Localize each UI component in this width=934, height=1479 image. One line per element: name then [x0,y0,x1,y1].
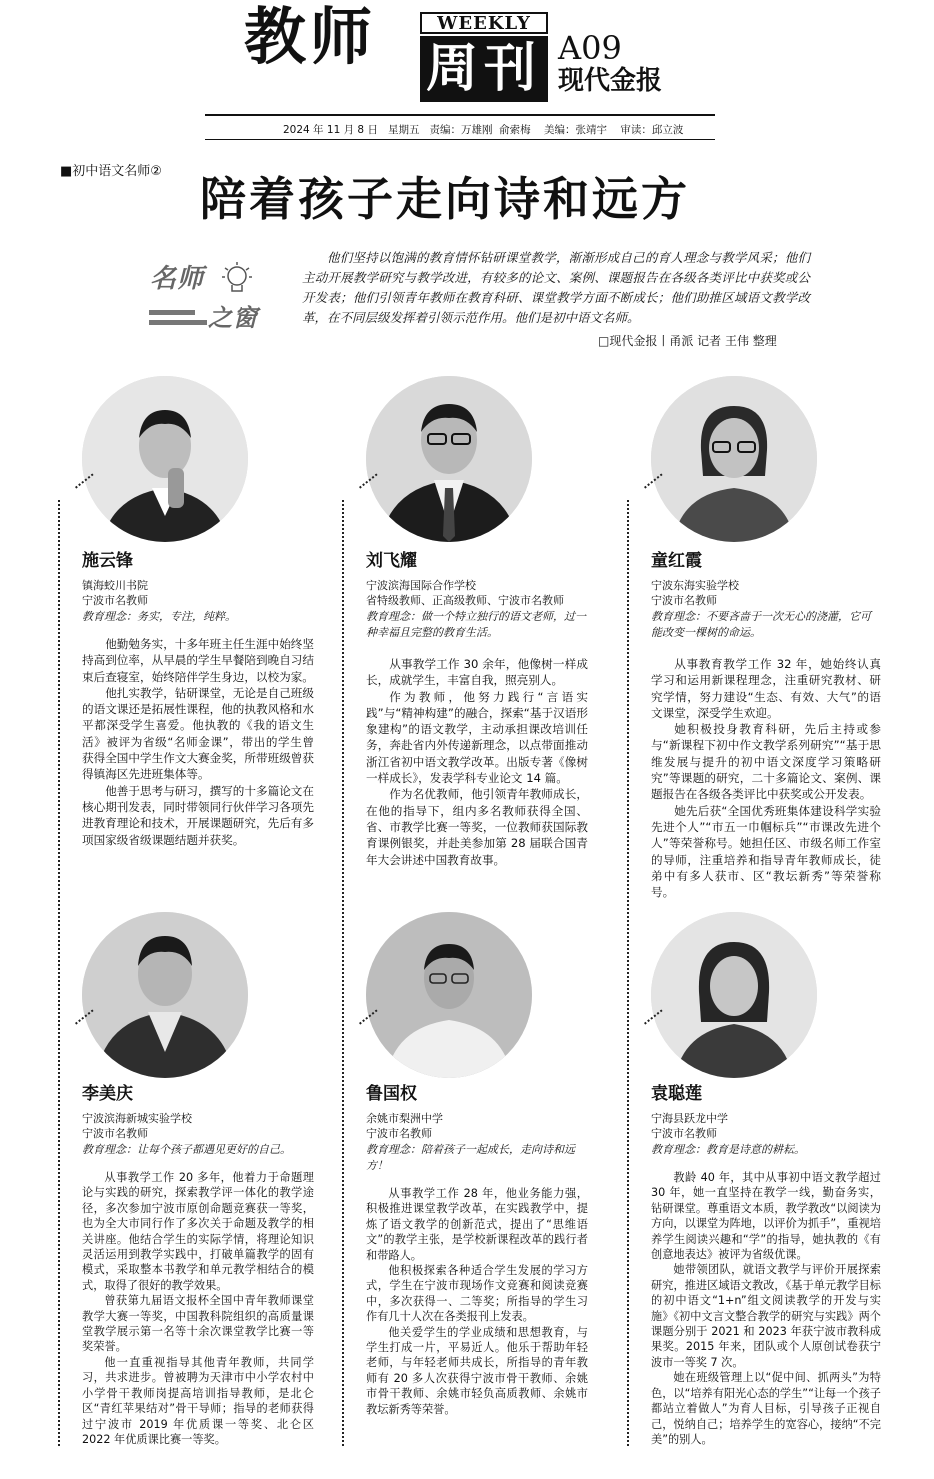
masthead-rule-thin [205,139,715,140]
title: 宁波市名教师 [651,1127,717,1140]
paragraph: 从事教育教学工作 32 年，她始终认真学习和运用新课程理念，注重研究教材、研究学情，努力建设“生态、有效、大气”的语文课堂，深受学生欢迎。 [651,657,881,720]
paragraph: 他一直重视指导其他青年教师，共同学习，共求进步。曾被聘为天津市中小学农村中小学骨干教师岗提高培训指导教师，是北仑区“青红苹果结对”骨干导师；指导的老师获得过宁波市 2019 年优质课一等奖、北仑区 2022 年优质课比赛一等奖。 [82,1355,314,1446]
paragraph: 他关爱学生的学业成绩和思想教育，与学生打成一片，平易近人。他乐于帮助年轻老师，与年轻老师共成长，所指导的青年教师有 20 多人次获得宁波市骨干教师、余姚市骨干教师、余姚市轻负高质教师、余姚市教坛新秀等荣誉。 [366,1325,588,1416]
title: 宁波市名教师 [82,1127,148,1140]
masthead-rule [205,114,715,116]
portrait-image [82,376,248,542]
profile-body [651,1170,881,1447]
portrait-photo [651,376,817,542]
zhoukan-label: 周刊 [420,36,548,102]
portrait-image [366,912,532,1078]
teacher-name: 童红霞 [651,551,702,571]
motto: 教育理念：不要吝啬于一次无心的浇灌，它可能改变一棵树的命运。 [651,610,871,639]
school: 宁海县跃龙中学 [651,1112,728,1125]
paragraph: 教龄 40 年，其中从事初中语文教学超过 30 年，她一直坚持在教学一线，勤奋务实，钻研课堂。尊重语文本质，教学教改“以阅读为方向，以课堂为阵地，以评价为抓手”，重视培养学生阅读兴趣和“学”的指导，她执教的《有创意地表达》被评为省级优课。 [651,1171,881,1262]
paragraph: 他扎实教学，钻研课堂，无论是自己班级的语文课还是拓展性课程，他的执教风格和水平都深受学生喜爱。他执教的《我的语文生活》被评为省级“名师金课”，带出的学生曾获得全国中学生作文大赛金奖，所带班级曾获得镇海区先进班集体等。 [82,685,314,782]
profile-body [651,656,881,900]
teacher-name: 施云锋 [82,551,133,571]
school: 宁波东海实验学校 [651,579,739,592]
masthead-title: 教师 [244,0,377,73]
paragraph: 从事教学工作 20 多年，他着力于命题理论与实践的研究，探索教学评一体化的教学途径，多次参加宁波市原创命题竞赛获一等奖，也为全大市同行作了多次关于命题及教学的相关讲座。他结合学生的实际学情，将理论知识灵活运用到教学实践中，打破单篇教学的固有模式，采取整本书教学和单元教学相结合的模式，取得了很好的教学效果。 [82,1171,314,1292]
profile-body [366,1186,588,1417]
portrait-photo [366,912,532,1078]
title: 宁波市名教师 [82,594,148,607]
headline: 陪着孩子走向诗和远方 [200,172,690,226]
title: 宁波市名教师 [651,594,717,607]
school: 镇海蛟川书院 [82,579,148,592]
paragraph: 从事教学工作 30 余年，他像树一样成长，成就学生，丰富自我，照亮别人。 [366,657,588,688]
article-credit: □现代金报丨甬派 记者 王伟 整理 [598,334,777,348]
paragraph: 从事教学工作 28 年，他业务能力强，积极推进课堂教学改革，在实践教学中，提炼了语文教学的创新范式，提出了“思维语文”的教学主张，是学校新课程改革的践行者和带路人。 [366,1187,588,1262]
paragraph: 作为教师，他努力践行“言语实践”与“精神构建”的融合，探索“基于汉语形象建构”的语文教学，主动承担课改培训任务，奔赴省内外传递新理念，以点带面推动浙江省初中语文教学改革。出版专著《像树一样成长》，发表学科专业论文 14 篇。 [366,689,588,786]
dateline: 2024 年 11 月 8 日 星期五 责编：万雄刚 俞索梅 美编：张靖宇 审读：邱立波 [283,124,684,136]
paragraph: 作为名优教师，他引领青年教师成长，在他的指导下，组内多名教师获得全国、省、市教学比赛一等奖，一位教师获国际教育课例银奖，并赴美参加第 28 届联合国青年大会讲述中国教育故事。 [366,787,588,867]
weekly-label: WEEKLY [420,12,548,34]
paragraph: 她在班级管理上以“促中间、抓两头”为特色，以“培养有阳光心态的学生”“让每一个孩子都站立着做人”为育人目标，引导孩子正视自己，悦纳自己；培养学生的宽容心，接纳“不完美”的别人。 [651,1371,881,1446]
portrait-photo [366,376,532,542]
connector-line-vertical [58,500,60,1446]
motto: 教育理念：让每个孩子都遇见更好的自己。 [82,1143,291,1156]
paragraph: 她带领团队，就语文教学与评价开展探索研究，推进区域语文教改，《基于单元教学目标的初中语文“1+n”组文阅读教学的开发与实施》《初中文言文整合教学的研究与实践》两个课题分别于 2021 和 2023 年获宁波市教科成果奖。2015 年来，团队或个人原创试卷获宁波市一等奖 7 次。 [651,1263,881,1369]
weekly-logo [420,12,548,104]
paragraph: 她积极投身教育科研，先后主持或参与“新课程下初中作文教学系列研究”“基于思维发展与提升的初中语文深度学习策略研究”等课题的研究，二十多篇论文、案例、课题报告在各级各类评比中获奖或公开发表。 [651,722,881,802]
logo-text-2: 之窗 [208,304,258,332]
school: 宁波滨海新城实验学校 [82,1112,192,1125]
portrait-photo [82,912,248,1078]
paragraph: 他善于思考与研习，撰写的十多篇论文在核心期刊发表，同时带领同行伙伴学习各项先进教育理论和技术，开展课题研究，先后有多项国家级省级课题结题并获奖。 [82,783,314,847]
column-tag: ■初中语文名师② [60,164,162,179]
title: 宁波市名教师 [366,1127,432,1140]
teacher-name: 刘飞耀 [366,551,417,571]
paragraph: 他勤勉务实，十多年班主任生涯中始终坚持高到位率，从早晨的学生早餐陪到晚自习结束后查寝室，始终陪伴学生身边，以校为家。 [82,637,314,684]
profile-body [82,636,314,848]
motto: 教育理念：陪着孩子一起成长，走向诗和远方！ [366,1143,575,1172]
logo-text-1: 名师 [150,264,205,294]
portrait-image [366,376,532,542]
paragraph: 她先后获“全国优秀班集体建设科学实验先进个人”“市五一巾帼标兵”“市课改先进个人”等荣誉称号。她担任区、市级名师工作室的导师，注重培养和指导青年教师成长，徒弟中有多人获市、区“教坛新秀”等荣誉称号。 [651,803,881,900]
intro-paragraph: 他们坚持以饱满的教育情怀钻研课堂教学，渐渐形成自己的育人理念与教学风采；他们主动开展教学研究与教学改进，有较多的论文、案例、课题报告在各级各类评比中获奖或公开发表；他们引领青年教师在教育科研、课堂教学方面不断成长；他们助推区域语文教学改革，在不同层级发挥着引领示范作用。他们是初中语文名师。 [302,250,810,325]
motto: 教育理念：教育是诗意的耕耘。 [651,1143,805,1156]
page-number: A09 [558,29,622,67]
portrait-image [651,912,817,1078]
portrait-image [82,912,248,1078]
portrait-photo [82,376,248,542]
profile-body [82,1170,314,1447]
motto: 教育理念：做一个特立独行的语文老师，过一种幸福且完整的教育生活。 [366,610,586,639]
portrait-image [651,376,817,542]
newspaper-name: 现代金报 [558,66,663,96]
connector-line-vertical [342,500,344,1446]
profile-body [366,656,588,868]
portrait-photo [651,912,817,1078]
paragraph: 他积极探索各种适合学生发展的学习方式，学生在宁波市现场作文竞赛和阅读竞赛中，多次获得一、二等奖；所指导的学生习作有几十人次在各类报刊上发表。 [366,1264,588,1324]
paragraph: 曾获第九届语文报杯全国中青年教师课堂教学大赛一等奖，中国教科院组织的高质量课堂教学展示第一名等十余次课堂教学比赛一等奖荣誉。 [82,1294,314,1354]
teacher-name: 李美庆 [82,1084,133,1104]
connector-line-vertical [627,500,629,1446]
teacher-name: 鲁国权 [366,1084,417,1104]
school: 余姚市梨洲中学 [366,1112,443,1125]
title: 省特级教师、正高级教师、宁波市名教师 [366,594,564,607]
motto: 教育理念：务实，专注，纯粹。 [82,610,236,623]
school: 宁波滨海国际合作学校 [366,579,476,592]
teacher-name: 袁聪莲 [651,1084,702,1104]
